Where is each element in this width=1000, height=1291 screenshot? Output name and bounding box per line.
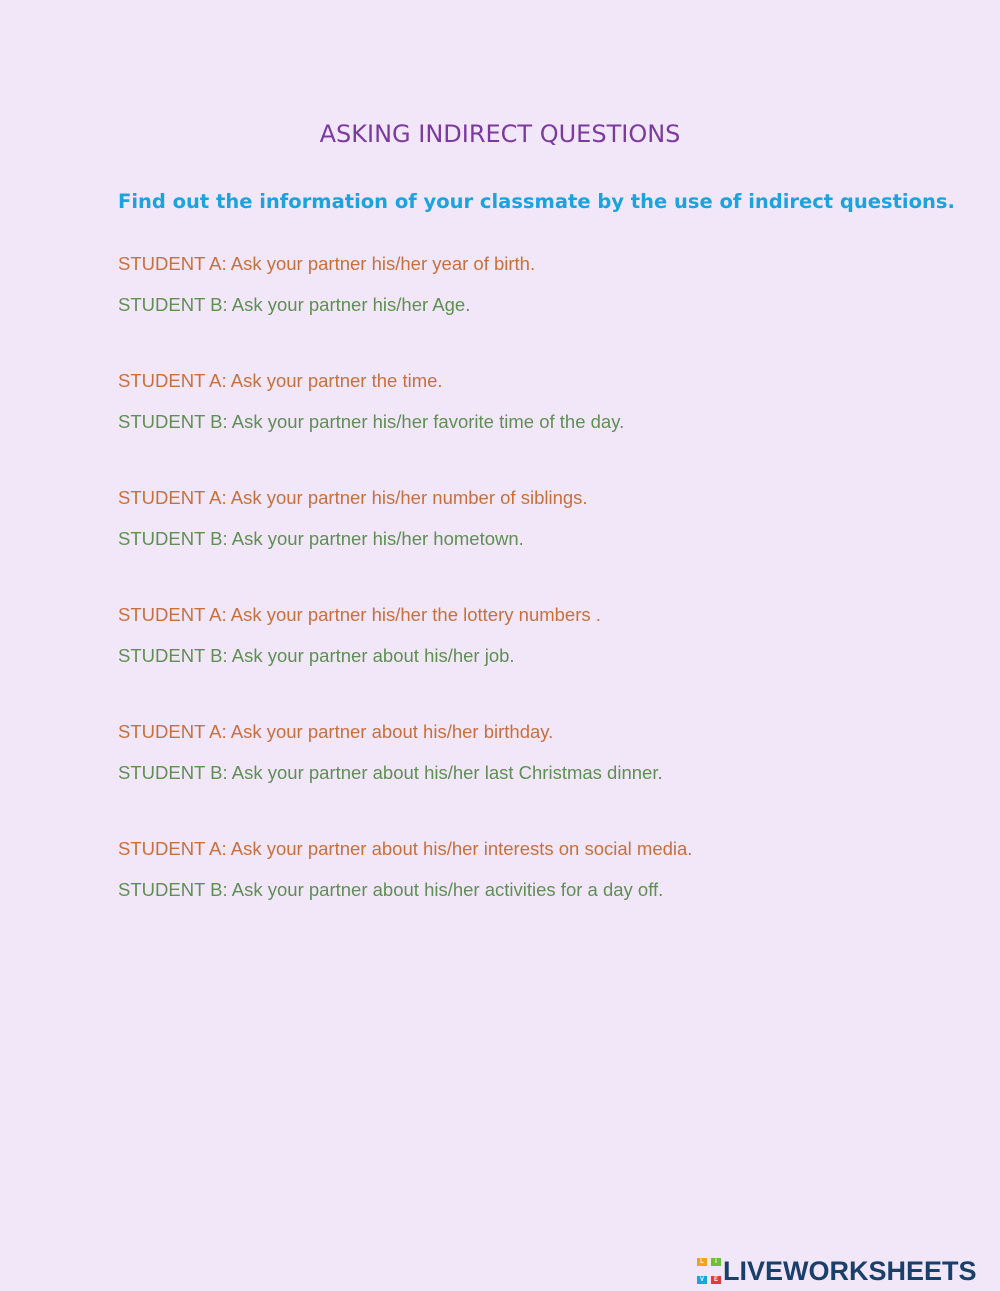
liveworksheets-logo bbox=[697, 1256, 977, 1286]
logo-text: LIVEWORKSHEETS bbox=[723, 1255, 977, 1286]
student-a-line: STUDENT A: Ask your partner about his/her interests on social media. bbox=[118, 838, 693, 859]
logo-letter-i: I bbox=[711, 1258, 721, 1266]
question-pair bbox=[118, 252, 692, 369]
student-b-line: STUDENT B: Ask your partner his/her Age. bbox=[118, 294, 471, 315]
logo-letter-e: E bbox=[711, 1276, 721, 1284]
question-pair bbox=[118, 720, 692, 837]
student-b-line: STUDENT B: Ask your partner his/her hometown. bbox=[118, 528, 524, 549]
student-a-line: STUDENT A: Ask your partner about his/her birthday. bbox=[118, 721, 554, 742]
student-b-line: STUDENT B: Ask your partner about his/her last Christmas dinner. bbox=[118, 762, 663, 783]
student-a-line: STUDENT A: Ask your partner his/her the lottery numbers . bbox=[118, 604, 601, 625]
student-a-line: STUDENT A: Ask your partner his/her year of birth. bbox=[118, 253, 536, 274]
student-b-line: STUDENT B: Ask your partner his/her favorite time of the day. bbox=[118, 411, 625, 432]
student-a-line: STUDENT A: Ask your partner the time. bbox=[118, 370, 443, 391]
student-a-line: STUDENT A: Ask your partner his/her number of siblings. bbox=[118, 487, 588, 508]
question-pair bbox=[118, 837, 692, 954]
student-b-line: STUDENT B: Ask your partner about his/her activities for a day off. bbox=[118, 879, 664, 900]
question-pair bbox=[118, 603, 692, 720]
question-pair bbox=[118, 369, 692, 486]
logo-mark-icon bbox=[697, 1258, 721, 1284]
page-title: ASKING INDIRECT QUESTIONS bbox=[319, 120, 681, 148]
logo-letter-l: L bbox=[697, 1258, 707, 1266]
student-b-line: STUDENT B: Ask your partner about his/her job. bbox=[118, 645, 515, 666]
question-pair bbox=[118, 486, 692, 603]
question-list bbox=[118, 252, 692, 954]
logo-letter-v: V bbox=[697, 1276, 707, 1284]
instruction-text: Find out the information of your classmate by the use of indirect questions. bbox=[118, 190, 955, 213]
